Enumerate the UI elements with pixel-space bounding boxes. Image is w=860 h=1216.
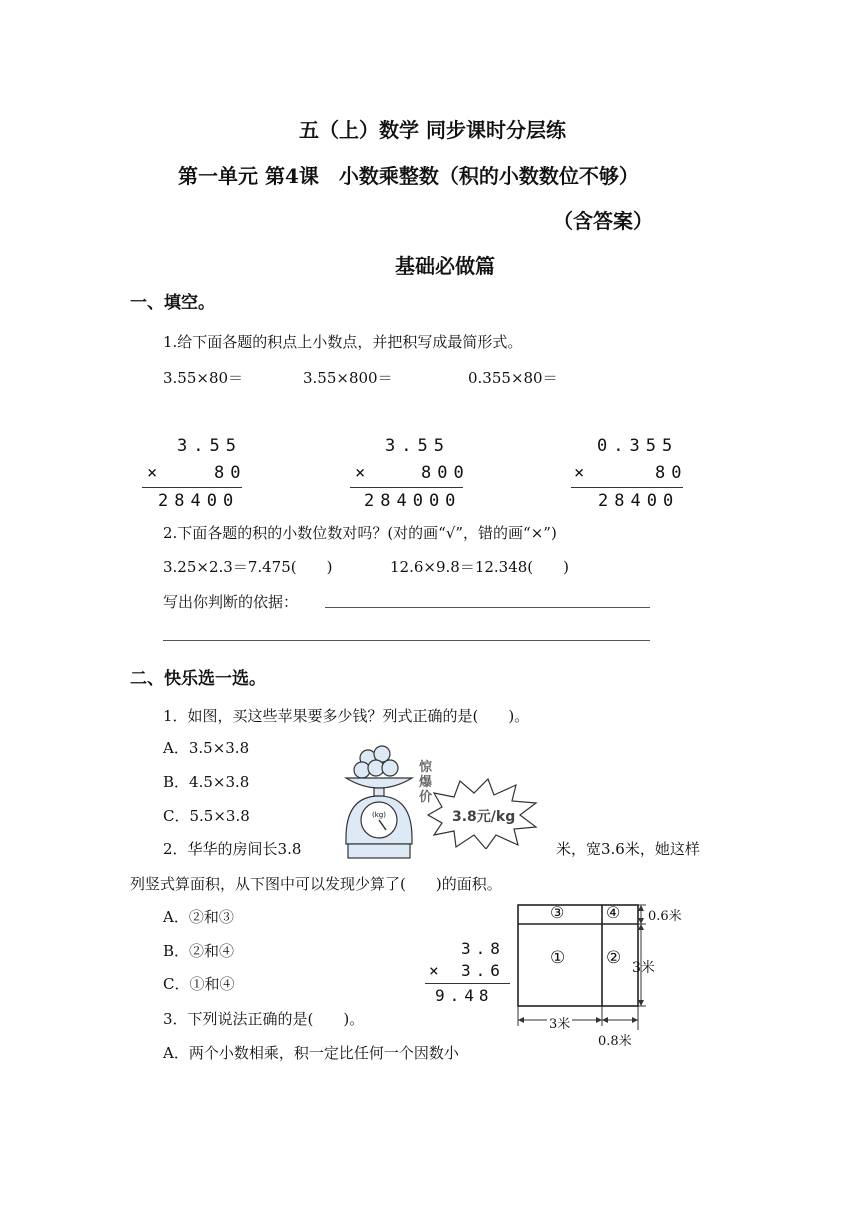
price-tag: 3.8元/kg: [452, 809, 516, 825]
section1-heading: 一、填空。: [130, 293, 215, 313]
sale-sign: 惊爆价: [419, 760, 433, 805]
s2-q2-text-right: 米，宽3.6米，她这样: [556, 840, 700, 858]
q2-item-1: 3.25×2.3＝7.475( ): [163, 558, 333, 576]
expr-2: 3.55×800＝: [303, 369, 393, 387]
s2-q1-option-c: C．5.5×3.8: [163, 807, 250, 825]
region-3: ③: [550, 903, 565, 922]
dim-right: 3米: [632, 960, 655, 976]
s2-q2-text-line2: 列竖式算面积，从下图中可以发现少算了( )的面积。: [130, 875, 502, 893]
q1-text: 1.给下面各题的积点上小数点，并把积写成最简形式。: [163, 333, 523, 351]
s2-q1-option-a: A．3.5×3.8: [163, 739, 250, 757]
scale-unit-label: (kg): [372, 811, 386, 819]
q2-item-2: 12.6×9.8＝12.348( ): [390, 558, 570, 576]
s2-q2-option-c: C．①和④: [163, 975, 235, 993]
q2-text: 2.下面各题的积的小数位数对吗？(对的画“√”，错的画“×”): [163, 524, 557, 542]
expr-1: 3.55×80＝: [163, 369, 244, 387]
section2-heading: 二、快乐选一选。: [130, 669, 266, 689]
answer-note: （含答案）: [553, 209, 653, 233]
expr-3: 0.355×80＝: [468, 369, 558, 387]
q2-reason-label: 写出你判断的依据：: [163, 593, 299, 611]
dim-bottom-right: 0.8米: [598, 1034, 632, 1049]
s2-q1-text: 1．如图，买这些苹果要多少钱？列式正确的是( )。: [163, 707, 530, 725]
apple-scale-illustration: [338, 740, 420, 864]
dim-top-right: 0.6米: [648, 909, 682, 924]
s2-q2-option-a: A．②和③: [163, 908, 234, 926]
lesson-subtitle: 第一单元 第4课 小数乘整数（积的小数数位不够）: [178, 164, 639, 188]
region-4: ④: [606, 903, 621, 922]
s2-q2-text-left: 2．华华的房间长3.8: [163, 840, 302, 858]
answer-line-1: [325, 607, 650, 608]
region-1: ①: [550, 948, 566, 968]
s2-q1-option-b: B．4.5×3.8: [163, 773, 250, 791]
s2-q2-option-b: B．②和④: [163, 942, 235, 960]
region-2: ②: [606, 948, 622, 968]
s2-q3-option-a: A．两个小数相乘，积一定比任何一个因数小: [163, 1044, 459, 1062]
dim-bottom: 3米: [547, 1013, 572, 1032]
level-title: 基础必做篇: [395, 254, 495, 278]
page-title: 五（上）数学 同步课时分层练: [299, 118, 566, 142]
s2-q3-text: 3．下列说法正确的是( )。: [163, 1010, 365, 1028]
answer-line-2: [163, 640, 650, 641]
